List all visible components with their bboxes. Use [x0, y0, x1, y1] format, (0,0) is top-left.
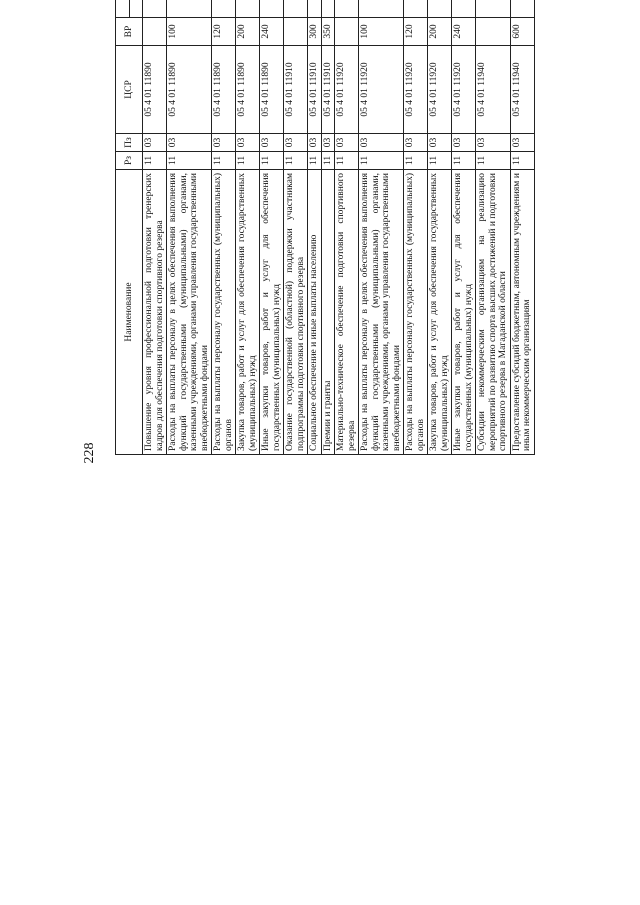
row-csr: 05 4 01 11920: [335, 46, 359, 134]
row-name: Иные закупки товаров, работ и услуг для обеспечения государственных (муниципальных) нужд: [452, 170, 476, 455]
row-rz: 11: [143, 152, 167, 170]
row-csr: 05 4 01 11890: [260, 46, 284, 134]
table-row: [359, 0, 404, 455]
row-sum-2022: [476, 0, 511, 18]
row-rz: 11: [452, 152, 476, 170]
row-csr: 05 4 01 11890: [212, 46, 236, 134]
row-csr: 05 4 01 11910: [284, 46, 308, 134]
table-row: [510, 0, 534, 455]
row-rz: 11: [321, 152, 335, 170]
row-sum-2022: [260, 0, 284, 18]
row-vr: [476, 18, 511, 46]
row-pz: 03: [212, 134, 236, 152]
row-name: Расходы на выплаты персоналу государственных (муниципальных) органов: [212, 170, 236, 455]
header-pz: Пз: [116, 134, 143, 152]
row-pz: 03: [308, 134, 322, 152]
header-year-2022: [129, 0, 143, 18]
row-name: Повышение уровня профессиональной подготовки тренерских кадров для обеспечения подготовки спортивного резерва: [143, 170, 167, 455]
row-csr: 05 4 01 11890: [143, 46, 167, 134]
row-rz: 11: [212, 152, 236, 170]
row-vr: [335, 18, 359, 46]
row-name: Оказание государственной (областной) поддержки участникам подпрограммы подготовки спортивного резерва: [284, 170, 308, 455]
row-sum-2022: [335, 0, 359, 18]
row-vr: 100: [359, 18, 404, 46]
row-csr: 05 4 01 11940: [510, 46, 534, 134]
row-sum-2022: [359, 0, 404, 18]
row-sum-2022: [321, 0, 335, 18]
row-name: Закупка товаров, работ и услуг для обеспечения государственных (муниципальных) нужд: [428, 170, 452, 455]
row-csr: 05 4 01 11920: [428, 46, 452, 134]
row-name: Расходы на выплаты персоналу в целях обеспечения выполнения функций государственными (муниципальными) органами, казенными учреждениями, органами управления государственными внебюджетными фондами: [167, 170, 212, 455]
header-name: Наименование: [116, 170, 143, 455]
row-pz: 03: [476, 134, 511, 152]
rotated-table-area: [115, 24, 532, 860]
budget-table: [115, 0, 535, 455]
row-pz: 03: [452, 134, 476, 152]
header-csr: ЦСР: [116, 46, 143, 134]
table-row: [284, 0, 308, 455]
table-row: [212, 0, 236, 455]
header-sum: [116, 0, 130, 18]
row-csr: 05 4 01 11940: [476, 46, 511, 134]
row-csr: 05 4 01 11910: [321, 46, 335, 134]
row-csr: 05 4 01 11910: [308, 46, 322, 134]
row-rz: 11: [260, 152, 284, 170]
row-name: Социальное обеспечение и иные выплаты населению: [308, 170, 322, 455]
row-vr: 300: [308, 18, 322, 46]
row-vr: 240: [260, 18, 284, 46]
row-name: Закупка товаров, работ и услуг для обеспечения государственных (муниципальных) нужд: [236, 170, 260, 455]
row-sum-2022: [452, 0, 476, 18]
row-vr: [284, 18, 308, 46]
row-vr: 200: [236, 18, 260, 46]
row-pz: 03: [284, 134, 308, 152]
table-row: [321, 0, 335, 455]
page-number: 228: [82, 442, 97, 464]
row-pz: 03: [359, 134, 404, 152]
row-csr: 05 4 01 11920: [452, 46, 476, 134]
table-header: [116, 0, 143, 455]
table-row: [143, 0, 167, 455]
row-sum-2022: [510, 0, 534, 18]
row-sum-2022: [167, 0, 212, 18]
row-pz: 03: [143, 134, 167, 152]
table-canvas: [115, 0, 532, 455]
row-csr: 05 4 01 11890: [236, 46, 260, 134]
row-vr: 120: [212, 18, 236, 46]
row-name: Материально-техническое обеспечение подготовки спортивного резерва: [335, 170, 359, 455]
table-row: [404, 0, 428, 455]
row-name: Предоставление субсидий бюджетным, автономным учреждениям и иным некоммерческим организациям: [510, 170, 534, 455]
row-pz: 03: [260, 134, 284, 152]
table-row: [308, 0, 322, 455]
row-rz: 11: [510, 152, 534, 170]
row-rz: 11: [476, 152, 511, 170]
table-row: [428, 0, 452, 455]
row-pz: 03: [321, 134, 335, 152]
row-sum-2022: [308, 0, 322, 18]
row-pz: 03: [167, 134, 212, 152]
row-sum-2022: [143, 0, 167, 18]
table-row: [335, 0, 359, 455]
header-rz: Рз: [116, 152, 143, 170]
row-rz: 11: [404, 152, 428, 170]
row-csr: 05 4 01 11920: [404, 46, 428, 134]
row-rz: 11: [308, 152, 322, 170]
row-pz: 03: [236, 134, 260, 152]
row-pz: 03: [428, 134, 452, 152]
row-pz: 03: [404, 134, 428, 152]
table-row: [452, 0, 476, 455]
row-vr: 600: [510, 18, 534, 46]
table-row: [236, 0, 260, 455]
table-row: [260, 0, 284, 455]
row-csr: 05 4 01 11920: [359, 46, 404, 134]
row-sum-2022: [428, 0, 452, 18]
table-row: [476, 0, 511, 455]
row-vr: 350: [321, 18, 335, 46]
header-vr: ВР: [116, 18, 143, 46]
row-name: Субсидии некоммерческим организациям на реализацию мероприятий по развитию спорта высших достижений и подготовки спортивного резерва в Магаданской области: [476, 170, 511, 455]
table-body: [143, 0, 535, 455]
row-rz: 11: [284, 152, 308, 170]
row-name: Расходы на выплаты персоналу государственных (муниципальных) органов: [404, 170, 428, 455]
row-vr: 100: [167, 18, 212, 46]
table-row: [167, 0, 212, 455]
row-sum-2022: [284, 0, 308, 18]
row-csr: 05 4 01 11890: [167, 46, 212, 134]
row-name: Расходы на выплаты персоналу в целях обеспечения выполнения функций государственными (муниципальными) органами, казенными учреждениями, органами управления государственными внебюджетными фондами: [359, 170, 404, 455]
row-pz: 03: [510, 134, 534, 152]
row-rz: 11: [428, 152, 452, 170]
row-name: Премии и гранты: [321, 170, 335, 455]
row-vr: 240: [452, 18, 476, 46]
row-vr: 200: [428, 18, 452, 46]
row-pz: 03: [335, 134, 359, 152]
row-vr: 120: [404, 18, 428, 46]
row-sum-2022: [212, 0, 236, 18]
row-rz: 11: [167, 152, 212, 170]
row-name: Иные закупки товаров, работ и услуг для обеспечения государственных (муниципальных) нужд: [260, 170, 284, 455]
row-sum-2022: [236, 0, 260, 18]
row-rz: 11: [236, 152, 260, 170]
row-rz: 11: [359, 152, 404, 170]
row-vr: [143, 18, 167, 46]
row-rz: 11: [335, 152, 359, 170]
row-sum-2022: [404, 0, 428, 18]
